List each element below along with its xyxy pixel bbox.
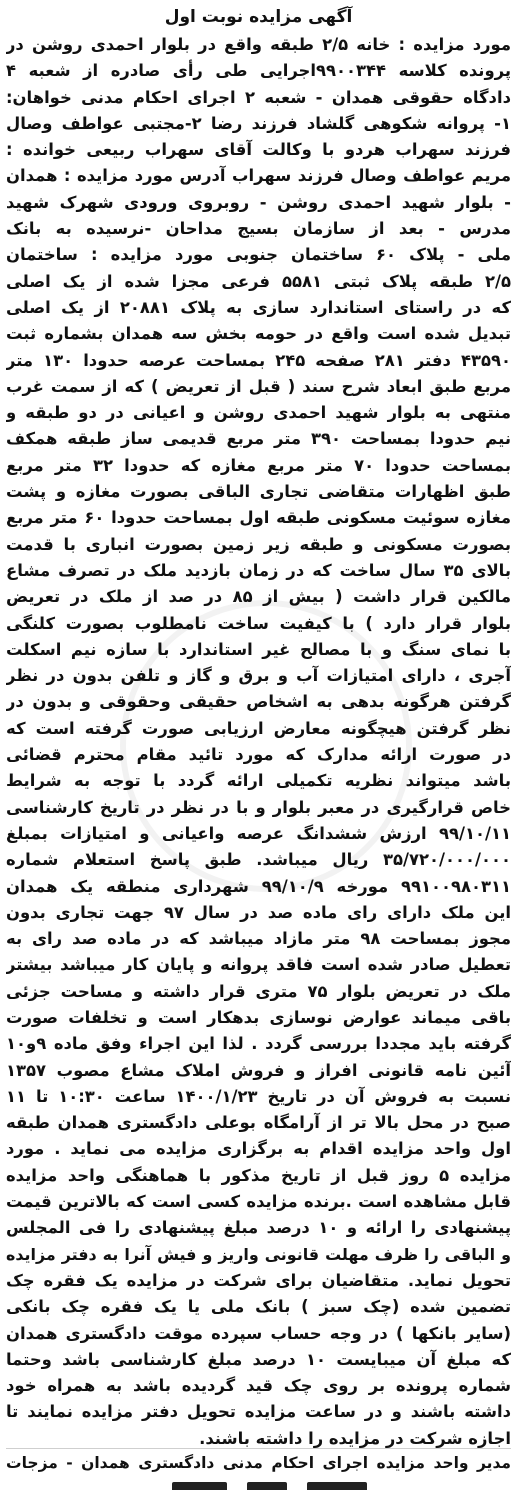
notice-line: منتهی به بلوار شهید احمدی روشن و اعیانی در دو طبقه و bbox=[6, 403, 511, 423]
notice-line: آجری ، دارای امتیازات آب و برق و گاز و تلفن بدون در نظر bbox=[6, 666, 511, 686]
notice-line: که مبلغ آن میبایست ۱۰ درصد مبلغ کارشناسی باشد وحتما bbox=[6, 1349, 511, 1369]
notice-line: نیم حدودا بمساحت ۳۹۰ متر مربع قدیمی ساز طبقه همکف bbox=[6, 429, 511, 449]
notice-line: ۳۵/۷۲۰/۰۰۰/۰۰۰ ریال میباشد. طبق پاسخ استعلام شماره bbox=[6, 850, 511, 870]
notice-line: با نمای سنگ و با مصالح غیر استاندارد با سازه نیم اسکلت bbox=[6, 639, 511, 659]
notice-line: صبح در محل بالا تر از آرامگاه بوعلی دادگستری همدان طبقه bbox=[6, 1113, 511, 1133]
notice-line: نظر گرفتن هیچگونه معارض ارزیابی صورت گرفته است که bbox=[6, 718, 511, 738]
notice-line: مزایده ۵ روز قبل از تاریخ مذکور با هماهنگی واحد مزایده bbox=[6, 1165, 511, 1185]
notice-line: در صورت ارائه مدارک که مورد تائید مقام محترم قضائی bbox=[6, 745, 511, 765]
notice-line: مالکین قرار داشت ( بیش از ۸۵ در صد از ملک در تعریض bbox=[6, 587, 511, 607]
notice-line: بالای ۳۵ سال ساخت که در زمان بازدید ملک در تصرف مشاع bbox=[6, 560, 511, 580]
notice-line: مدرس - بعد از سازمان بسیج مداحان -نرسیده به بانک bbox=[6, 219, 511, 239]
notice-line: بصورت مسکونی و طبقه زیر زمین بصورت انباری با قدمت bbox=[6, 534, 511, 554]
notice-line: باشد میتواند نظریه تکمیلی ارائه گردد با توجه به شرایط bbox=[6, 771, 511, 791]
notice-line: فرزند سهراب هردو با وکالت آقای سهراب ربیعی خوانده : bbox=[6, 140, 511, 160]
notice-line: گرفتن هرگونه بدهی به اشخاص حقیقی وحقوقی و بدون در bbox=[6, 692, 511, 712]
notice-signature: مدیر واحد مزایده اجرای احکام مدنی دادگستری همدان - مزجات bbox=[6, 1448, 511, 1475]
notice-line: مریم عواطف وصال فرزند سهراب آدرس مورد مزایده : همدان bbox=[6, 166, 511, 186]
next-notice-cut-edge bbox=[0, 1476, 517, 1490]
notice-line: اجازه شرکت در مزایده را داشته باشند. bbox=[199, 1428, 511, 1448]
notice-line: مورد مزایده : خانه ۲/۵ طبقه واقع در بلوار احمدی روشن در bbox=[6, 35, 511, 54]
notice-line: بلوار قرار دارد ) با کیفیت ساخت نامطلوب بصورت کلنگی bbox=[6, 613, 511, 633]
notice-line: و الباقی را ظرف مهلت قانونی واریز و فیش آنرا به دفتر مزایده bbox=[6, 1244, 511, 1264]
notice-line: که در راستای استاندارد سازی به پلاک ۲۰۸۸۱ از یک اصلی bbox=[6, 297, 511, 317]
notice-line: تضمین شده (چک سبز ) بانک ملی یا یک فقره چک بانکی bbox=[6, 1297, 511, 1317]
notice-line: نسبت به فروش آن در تاریخ ۱۴۰۰/۱/۲۳ ساعت ۱۰:۳۰ تا ۱۱ bbox=[6, 1086, 511, 1106]
notice-body bbox=[6, 32, 511, 1452]
notice-line: ۲/۵ طبقه پلاک ثبتی ۵۵۸۱ فرعی مجزا شده از یک اصلی bbox=[6, 271, 511, 291]
notice-line: بمساحت حدودا ۷۰ متر مربع مغازه که حدودا ۳۲ متر مربع bbox=[6, 455, 511, 475]
notice-line: آئین نامه قانونی افراز و فروش املاک مشاع مصوب ۱۳۵۷ bbox=[6, 1060, 511, 1080]
notice-line: مجوز بمساحت ۹۸ متر مازاد میباشد که در ماده صد رای به bbox=[6, 929, 511, 949]
notice-line: باقی میماند عوارض نوسازی بدهکار است و تخلفات صورت bbox=[6, 1007, 511, 1027]
notice-line: - بلوار شهید احمدی روشن - روبروی ورودی شهرک شهید bbox=[6, 192, 511, 212]
notice-line: پیشنهادی را ارائه و ۱۰ درصد مبلغ پیشنهادی را فی المجلس bbox=[6, 1218, 511, 1238]
notice-line: مغازه سوئیت مسکونی طبقه اول بمساحت حدودا ۶۰ متر مربع bbox=[6, 508, 511, 528]
notice-line: ۹۹۱۰۰۹۸۰۳۱۱ مورخه ۹۹/۱۰/۹ شهرداری منطقه یک همدان bbox=[6, 876, 511, 896]
notice-line: ۱- پروانه شکوهی گلشاد فرزند رضا ۲-مجتبی عواطف وصال bbox=[6, 113, 511, 133]
notice-line: (سایر بانکها ) در وجه حساب سپرده موقت دادگستری همدان bbox=[6, 1323, 511, 1343]
notice-line: ملی - پلاک ۶۰ ساختمان جنوبی مورد مزایده : ساختمان bbox=[6, 245, 511, 265]
notice-line: این ملک دارای رای ماده صد در سال ۹۷ جهت تجاری بدون bbox=[6, 902, 511, 922]
notice-line: ۹۹/۱۰/۱۱ ارزش ششدانگ عرصه واعیانی و امتیازات بمبلغ bbox=[6, 823, 511, 843]
notice-line: مربع طبق ابعاد شرح سند ( قبل از تعریض ) که از سمت غرب bbox=[6, 376, 511, 396]
notice-line: تعطیل صادر شده است فاقد پروانه و پایان کار میباشد بیشتر bbox=[6, 955, 511, 975]
notice-line: شماره پرونده بر روی چک قید گردیده باشد به همراه خود bbox=[6, 1376, 511, 1396]
notice-line: خاص قرارگیری در معبر بلوار و با در نظر در تاریخ کارشناسی bbox=[6, 797, 511, 817]
notice-line: اول واحد مزایده اقدام به برگزاری مزایده می نماید . مورد bbox=[6, 1139, 511, 1159]
notice-line: طبق اظهارات متقاضی تجاری الباقی بصورت مغازه و پشت bbox=[6, 482, 511, 502]
notice-line: داشته باشند و در ساعت مزایده تحویل دفتر مزایده نمایند تا bbox=[6, 1402, 511, 1422]
notice-line: تحویل نماید. متقاضیان برای شرکت در مزایده یک فقره چک bbox=[6, 1270, 511, 1290]
notice-line: دادگاه حقوقی همدان - شعبه ۲ اجرای احکام مدنی خواهان: bbox=[6, 87, 511, 107]
notice-line: گرفته باید مجددا بررسی گردد . لذا این اجراء وفق ماده ۹و۱۰ bbox=[6, 1034, 511, 1054]
notice-line: قابل مشاهده است .برنده مزایده کسی است که بالاترین قیمت bbox=[6, 1192, 511, 1212]
notice-line: ملک در تعریض بلوار ۷۵ متری قرار داشته و مساحت جزئی bbox=[6, 981, 511, 1001]
notice-line: تبدیل شده است واقع در حومه بخش سه همدان بشماره ثبت bbox=[6, 324, 511, 344]
notice-line: پرونده کلاسه ۹۹۰۰۳۴۴اجرایی طی رأی صادره از شعبه ۴ bbox=[6, 61, 511, 81]
notice-line: ۴۳۵۹۰ دفتر ۲۸۱ صفحه ۲۴۵ بمساحت عرصه حدودا ۱۳۰ متر bbox=[6, 350, 511, 370]
notice-title: آگهی مزایده نوبت اول bbox=[164, 7, 353, 27]
